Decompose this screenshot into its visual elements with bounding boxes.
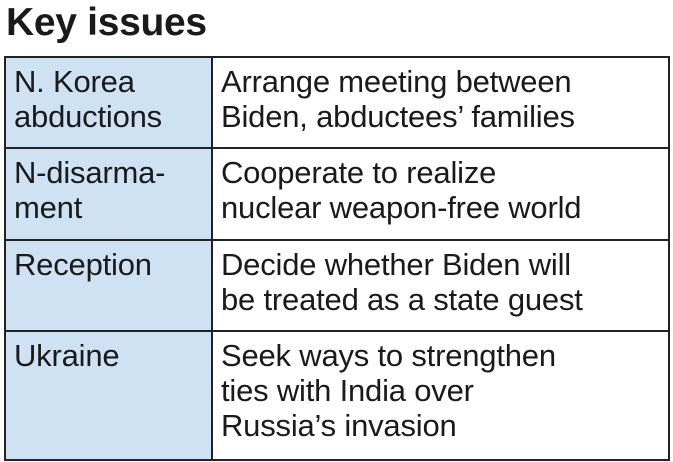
topic-cell: [5, 331, 212, 460]
detail-cell: [212, 240, 669, 331]
detail-text: Biden, abductees’ families: [221, 99, 575, 134]
detail-text: Seek ways to strengthen: [221, 338, 556, 373]
detail-text: ties with India over: [221, 373, 474, 408]
detail-text: Cooperate to realize: [221, 155, 497, 190]
topic-cell: [5, 148, 212, 240]
table-row: [5, 148, 669, 240]
topic-label: Ukraine: [14, 338, 120, 373]
detail-text: be treated as a state guest: [221, 282, 583, 317]
key-issues-table: [4, 56, 670, 461]
detail-text: Arrange meeting between: [221, 64, 572, 99]
detail-cell: [212, 331, 669, 460]
topic-label: abductions: [14, 99, 162, 134]
page-title: Key issues: [6, 1, 207, 44]
topic-cell: [5, 240, 212, 331]
topic-label: Reception: [14, 247, 152, 282]
table-row: [5, 240, 669, 331]
detail-cell: [212, 57, 669, 148]
table-row: [5, 57, 669, 148]
table-row: [5, 331, 669, 460]
topic-label: N. Korea: [14, 64, 135, 99]
topic-cell: [5, 57, 212, 148]
detail-cell: [212, 148, 669, 240]
detail-text: Russia’s invasion: [221, 408, 457, 443]
topic-label: ment: [14, 190, 83, 225]
detail-text: nuclear weapon-free world: [221, 190, 582, 225]
topic-label: N-disarma-: [14, 155, 166, 190]
detail-text: Decide whether Biden will: [221, 247, 571, 282]
